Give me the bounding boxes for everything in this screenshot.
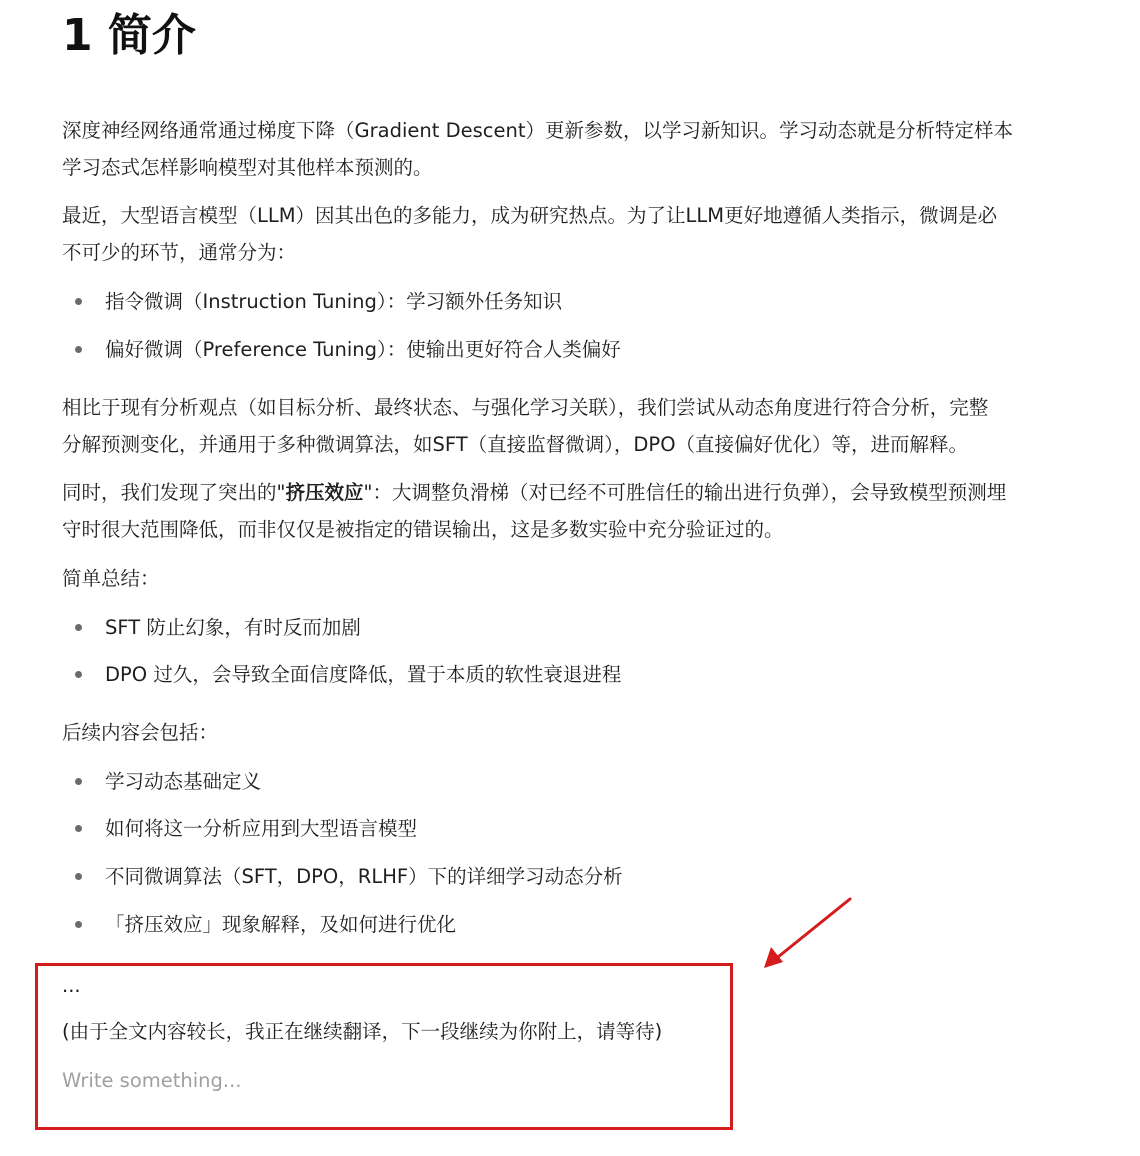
squeeze-effect-term: 挤压效应 xyxy=(285,481,364,504)
followup-label: 后续内容会包括： xyxy=(62,721,219,744)
bullet-dot-icon xyxy=(75,921,82,928)
intro-line-1: 深度神经网络通常通过梯度下降（Gradient Descent）更新参数，以学习新知识。学习动态就是分析特定样本 xyxy=(62,119,1013,142)
summary-label: 简单总结： xyxy=(62,567,160,590)
highlight-annotation-box xyxy=(35,963,733,1130)
squeeze-effect-paragraph xyxy=(62,474,1102,548)
bullet-dot-icon xyxy=(75,671,82,678)
bullet-dot-icon xyxy=(75,825,82,832)
analysis-paragraph xyxy=(62,389,1102,463)
squeeze-line-1-suffix: "：大调整负滑梯（对已经不可胜信任的输出进行负弹），会导致模型预测埋 xyxy=(363,481,1007,504)
page-title: 1 简介 xyxy=(62,10,196,61)
llm-line-1: 最近，大型语言模型（LLM）因其出色的多能力，成为研究热点。为了让LLM更好地遵循人类指示，微调是必 xyxy=(62,204,998,227)
write-something-input[interactable]: Write something... xyxy=(62,1069,242,1092)
bullet-dot-icon xyxy=(75,873,82,880)
llm-line-2: 不可少的环节，通常分为： xyxy=(62,241,297,264)
continuation-note: (由于全文内容较长，我正在继续翻译，下一段继续为你附上，请等待) xyxy=(62,1020,663,1043)
bullet-dot-icon xyxy=(75,778,82,785)
analysis-line-2: 分解预测变化，并通用于多种微调算法，如SFT（直接监督微调），DPO（直接偏好优化）等，进而解释。 xyxy=(62,433,969,456)
intro-line-2: 学习态式怎样影响模型对其他样本预测的。 xyxy=(62,156,433,179)
squeeze-line-1-prefix: 同时，我们发现了突出的" xyxy=(62,481,286,504)
bullet-dot-icon xyxy=(75,624,82,631)
intro-paragraph xyxy=(62,112,1102,186)
squeeze-line-2: 守时很大范围降低，而非仅仅是被指定的错误输出，这是多数实验中充分验证过的。 xyxy=(62,518,784,541)
bullet-dot-icon xyxy=(75,298,82,305)
bullet-dot-icon xyxy=(75,346,82,353)
llm-paragraph xyxy=(62,197,1102,271)
analysis-line-1: 相比于现有分析观点（如目标分析、最终状态、与强化学习关联），我们尝试从动态角度进行符合分析，完整 xyxy=(62,396,989,419)
ellipsis-text: ... xyxy=(62,974,81,997)
